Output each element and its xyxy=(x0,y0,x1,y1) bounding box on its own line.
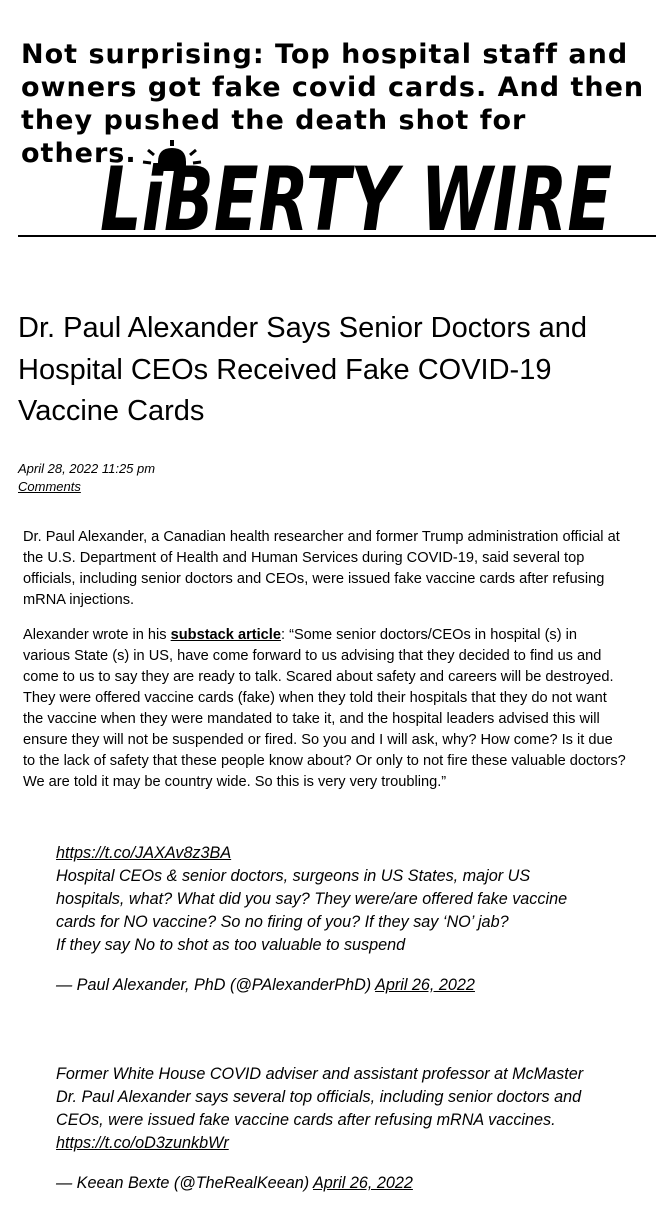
tweet-line: Former White House COVID adviser and assistant professor at McMaster xyxy=(56,1065,584,1083)
tweet-author: — Keean Bexte (@TheRealKeean) xyxy=(56,1174,313,1192)
paragraph-text: Alexander wrote in his xyxy=(23,627,171,643)
article-paragraph xyxy=(23,625,627,793)
tweet-text xyxy=(56,1063,616,1155)
tweet-line: Dr. Paul Alexander says several top officials, including senior doctors and xyxy=(56,1088,582,1106)
caption-line: they pushed the death shot for others. xyxy=(21,105,527,169)
tweet-date-link[interactable]: April 26, 2022 xyxy=(312,1174,413,1192)
caption-line: Not surprising: Top hospital staff and xyxy=(21,39,629,70)
tweet-date-link[interactable]: April 26, 2022 xyxy=(375,976,475,994)
tweet-author: — Paul Alexander, PhD (@PAlexanderPhD) xyxy=(56,976,376,994)
tweet-line: CEOs, were issued fake vaccine cards after refusing mRNA vaccines. xyxy=(56,1111,556,1129)
article-date: April 28, 2022 11:25 pm xyxy=(18,461,156,476)
tweet-attribution xyxy=(56,974,616,997)
tweet-line: Hospital CEOs & senior doctors, surgeons in US States, major US xyxy=(56,867,531,885)
tweet-line: cards for NO vaccine? So no firing of you? If they say ‘NO’ jab? xyxy=(56,913,509,931)
article-paragraph: Dr. Paul Alexander, a Canadian health researcher and former Trump administration official at the U.S. Department of Health and Human Services during COVID-19, said several top officials, including senior doctors and CEOs, were issued fake vaccine cards after refusing mRNA injections. xyxy=(23,529,620,608)
tweet-line: If they say No to shot as too valuable to suspend xyxy=(56,936,406,954)
caption-headline xyxy=(21,38,651,170)
article-body xyxy=(23,527,627,807)
tweet-line: hospitals, what? What did you say? They were/are offered fake vaccine xyxy=(56,890,568,908)
article-title: Dr. Paul Alexander Says Senior Doctors and Hospital CEOs Received Fake COVID-19 Vaccine Cards xyxy=(18,312,588,427)
comments-link[interactable]: Comments xyxy=(18,479,81,494)
tweet-link[interactable]: https://t.co/oD3zunkbWr xyxy=(56,1134,229,1152)
logo-wordmark: LiBERTY WIRE xyxy=(100,148,612,234)
tweet-attribution xyxy=(56,1172,616,1195)
header-divider xyxy=(18,235,656,237)
embedded-tweet xyxy=(56,1063,616,1195)
embedded-tweet xyxy=(56,842,616,997)
substack-article-link[interactable]: substack article xyxy=(170,627,281,643)
article-meta xyxy=(18,460,155,496)
paragraph-text: : “Some senior doctors/CEOs in hospital (s) in various State (s) in US, have come forward to us advising that they decided to find us and come to us to say they are ready to talk. Scared about safety and careers will be destroyed. They were offered vaccine cards (fake) when they told their hospitals that they do not want the vaccine when they were mandated to take it, and the hospital leaders advised this will ensure they will not be suspended or fired. So you and I will ask, why? How come? Is it due to the lack of safety that these people know about? Or only to not fire these valuable doctors? We are told it may be country wide. So this is very very troubling.” xyxy=(23,627,626,790)
caption-line: owners got fake covid cards. And then xyxy=(21,72,645,103)
tweet-text xyxy=(56,842,616,957)
tweet-link[interactable]: https://t.co/JAXAv8z3BA xyxy=(56,844,232,862)
